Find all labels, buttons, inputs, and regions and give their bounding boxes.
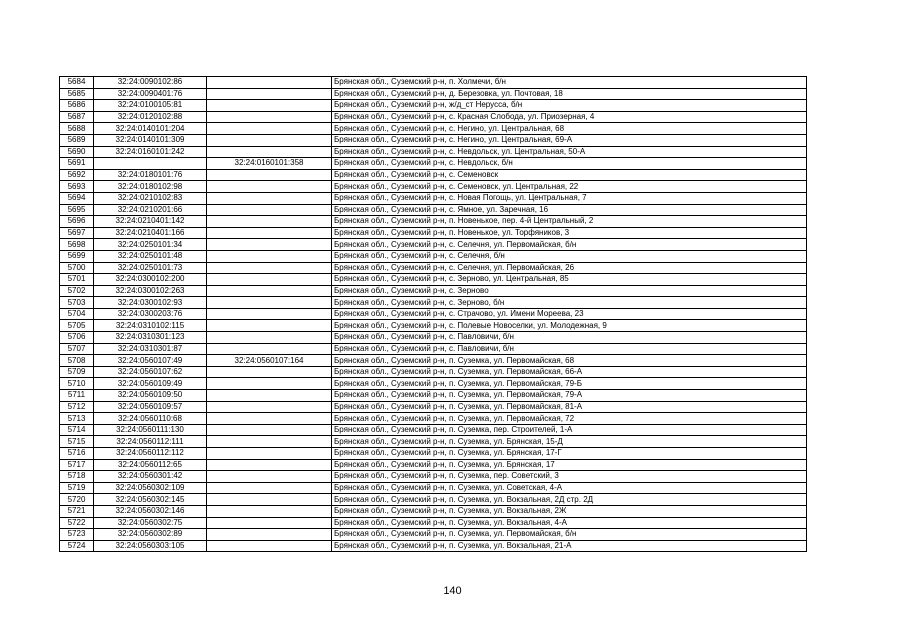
table-row	[60, 366, 807, 378]
address-cell: Брянская обл., Суземский р-н, с. Павловичи, б/н	[332, 343, 807, 355]
address-cell: Брянская обл., Суземский р-н, п. Суземка, ул. Первомайская, 81-А	[332, 401, 807, 413]
row-number-cell: 5697	[60, 227, 94, 239]
address-cell: Брянская обл., Суземский р-н, с. Зерново, ул. Центральная, 85	[332, 274, 807, 286]
linked-cadastral-number-cell	[207, 250, 332, 262]
row-number-cell: 5719	[60, 482, 94, 494]
address-cell: Брянская обл., Суземский р-н, с. Новая Погощь, ул. Центральная, 7	[332, 192, 807, 204]
table-row	[60, 227, 807, 239]
table-row	[60, 332, 807, 344]
table-row	[60, 424, 807, 436]
table-row	[60, 540, 807, 552]
row-number-cell: 5702	[60, 285, 94, 297]
row-number-cell: 5717	[60, 459, 94, 471]
table-row	[60, 378, 807, 390]
linked-cadastral-number-cell	[207, 262, 332, 274]
linked-cadastral-number-cell	[207, 239, 332, 251]
row-number-cell: 5685	[60, 88, 94, 100]
cadastral-number-cell: 32:24:0300203:76	[94, 308, 207, 320]
table-row	[60, 308, 807, 320]
parcel-table	[59, 76, 807, 552]
address-cell: Брянская обл., Суземский р-н, с. Селечня, ул. Первомайская, б/н	[332, 239, 807, 251]
row-number-cell: 5701	[60, 274, 94, 286]
cadastral-number-cell: 32:24:0140101:309	[94, 134, 207, 146]
table-row	[60, 517, 807, 529]
table-row	[60, 413, 807, 425]
address-cell: Брянская обл., Суземский р-н, п. Суземка, ул. Первомайская, 72	[332, 413, 807, 425]
linked-cadastral-number-cell	[207, 448, 332, 460]
cadastral-number-cell: 32:24:0560302:145	[94, 494, 207, 506]
linked-cadastral-number-cell	[207, 285, 332, 297]
row-number-cell: 5700	[60, 262, 94, 274]
address-cell: Брянская обл., Суземский р-н, п. Холмечи, б/н	[332, 77, 807, 89]
cadastral-number-cell: 32:24:0300102:263	[94, 285, 207, 297]
table-row	[60, 192, 807, 204]
address-cell: Брянская обл., Суземский р-н, д. Березовка, ул. Почтовая, 18	[332, 88, 807, 100]
address-cell: Брянская обл., Суземский р-н, с. Красная Слобода, ул. Приозерная, 4	[332, 111, 807, 123]
address-cell: Брянская обл., Суземский р-н, с. Зерново, б/н	[332, 297, 807, 309]
table-row	[60, 88, 807, 100]
address-cell: Брянская обл., Суземский р-н, с. Полевые Новоселки, ул. Молодежная, 9	[332, 320, 807, 332]
cadastral-number-cell: 32:24:0560302:109	[94, 482, 207, 494]
table-row	[60, 77, 807, 89]
linked-cadastral-number-cell	[207, 216, 332, 228]
linked-cadastral-number-cell	[207, 123, 332, 135]
cadastral-number-cell: 32:24:0090401:76	[94, 88, 207, 100]
address-cell: Брянская обл., Суземский р-н, п. Суземка, ул. Первомайская, 79-Б	[332, 378, 807, 390]
row-number-cell: 5692	[60, 169, 94, 181]
address-cell: Брянская обл., Суземский р-н, п. Суземка, ул. Первомайская, б/н	[332, 529, 807, 541]
table-row	[60, 262, 807, 274]
linked-cadastral-number-cell	[207, 424, 332, 436]
linked-cadastral-number-cell	[207, 529, 332, 541]
table-row	[60, 216, 807, 228]
cadastral-number-cell: 32:24:0210401:142	[94, 216, 207, 228]
table-row	[60, 390, 807, 402]
table-row	[60, 250, 807, 262]
address-cell: Брянская обл., Суземский р-н, п. Суземка, ул. Вокзальная, 4-А	[332, 517, 807, 529]
linked-cadastral-number-cell	[207, 111, 332, 123]
address-cell: Брянская обл., Суземский р-н, п. Суземка, ул. Первомайская, 68	[332, 355, 807, 367]
address-cell: Брянская обл., Суземский р-н, п. Суземка, ул. Первомайская, 66-А	[332, 366, 807, 378]
row-number-cell: 5695	[60, 204, 94, 216]
cadastral-number-cell: 32:24:0310301:87	[94, 343, 207, 355]
cadastral-number-cell: 32:24:0210401:166	[94, 227, 207, 239]
table-row	[60, 181, 807, 193]
address-cell: Брянская обл., Суземский р-н, п. Суземка, ул. Брянская, 15-Д	[332, 436, 807, 448]
row-number-cell: 5705	[60, 320, 94, 332]
cadastral-number-cell: 32:24:0560109:50	[94, 390, 207, 402]
row-number-cell: 5714	[60, 424, 94, 436]
cadastral-number-cell: 32:24:0560302:89	[94, 529, 207, 541]
parcel-table-body	[60, 77, 807, 552]
linked-cadastral-number-cell	[207, 366, 332, 378]
table-row	[60, 204, 807, 216]
row-number-cell: 5710	[60, 378, 94, 390]
cadastral-number-cell: 32:24:0100105:81	[94, 100, 207, 112]
cadastral-number-cell: 32:24:0560112:111	[94, 436, 207, 448]
cadastral-number-cell: 32:24:0250101:34	[94, 239, 207, 251]
address-cell: Брянская обл., Суземский р-н, п. Суземка, ул. Вокзальная, 2Д стр. 2Д	[332, 494, 807, 506]
table-row	[60, 320, 807, 332]
linked-cadastral-number-cell	[207, 77, 332, 89]
row-number-cell: 5686	[60, 100, 94, 112]
address-cell: Брянская обл., Суземский р-н, п. Новенькое, ул. Торфяников, 3	[332, 227, 807, 239]
address-cell: Брянская обл., Суземский р-н, п. Суземка, ул. Первомайская, 79-А	[332, 390, 807, 402]
linked-cadastral-number-cell	[207, 320, 332, 332]
address-cell: Брянская обл., Суземский р-н, п. Суземка, ул. Брянская, 17	[332, 459, 807, 471]
cadastral-number-cell: 32:24:0250101:73	[94, 262, 207, 274]
linked-cadastral-number-cell	[207, 100, 332, 112]
row-number-cell: 5706	[60, 332, 94, 344]
cadastral-number-cell: 32:24:0560112:112	[94, 448, 207, 460]
row-number-cell: 5713	[60, 413, 94, 425]
row-number-cell: 5712	[60, 401, 94, 413]
linked-cadastral-number-cell	[207, 88, 332, 100]
table-row	[60, 471, 807, 483]
cadastral-number-cell: 32:24:0560107:62	[94, 366, 207, 378]
cadastral-number-cell: 32:24:0180101:76	[94, 169, 207, 181]
linked-cadastral-number-cell	[207, 146, 332, 158]
row-number-cell: 5722	[60, 517, 94, 529]
address-cell: Брянская обл., Суземский р-н, с. Павловичи, б/н	[332, 332, 807, 344]
table-row	[60, 401, 807, 413]
linked-cadastral-number-cell	[207, 471, 332, 483]
linked-cadastral-number-cell	[207, 274, 332, 286]
row-number-cell: 5715	[60, 436, 94, 448]
table-row	[60, 274, 807, 286]
cadastral-number-cell: 32:24:0310102:115	[94, 320, 207, 332]
linked-cadastral-number-cell	[207, 494, 332, 506]
linked-cadastral-number-cell	[207, 332, 332, 344]
address-cell: Брянская обл., Суземский р-н, с. Страчово, ул. Имени Мореева, 23	[332, 308, 807, 320]
address-cell: Брянская обл., Суземский р-н, п. Суземка, пер. Советский, 3	[332, 471, 807, 483]
linked-cadastral-number-cell	[207, 169, 332, 181]
table-row	[60, 134, 807, 146]
address-cell: Брянская обл., Суземский р-н, с. Семеновск	[332, 169, 807, 181]
table-row	[60, 482, 807, 494]
row-number-cell: 5698	[60, 239, 94, 251]
table-row	[60, 343, 807, 355]
address-cell: Брянская обл., Суземский р-н, с. Зерново	[332, 285, 807, 297]
row-number-cell: 5684	[60, 77, 94, 89]
table-row	[60, 436, 807, 448]
table-row	[60, 100, 807, 112]
linked-cadastral-number-cell	[207, 390, 332, 402]
linked-cadastral-number-cell: 32:24:0160101:358	[207, 158, 332, 170]
cadastral-number-cell: 32:24:0120102:88	[94, 111, 207, 123]
row-number-cell: 5721	[60, 505, 94, 517]
linked-cadastral-number-cell	[207, 413, 332, 425]
cadastral-number-cell: 32:24:0560301:42	[94, 471, 207, 483]
address-cell: Брянская обл., Суземский р-н, п. Суземка, ул. Вокзальная, 21-А	[332, 540, 807, 552]
linked-cadastral-number-cell	[207, 459, 332, 471]
linked-cadastral-number-cell	[207, 204, 332, 216]
table-row	[60, 448, 807, 460]
cadastral-number-cell: 32:24:0140101:204	[94, 123, 207, 135]
address-cell: Брянская обл., Суземский р-н, п. Суземка, ул. Вокзальная, 2Ж	[332, 505, 807, 517]
linked-cadastral-number-cell	[207, 540, 332, 552]
row-number-cell: 5720	[60, 494, 94, 506]
table-row	[60, 494, 807, 506]
address-cell: Брянская обл., Суземский р-н, с. Невдольск, ул. Центральная, 50-А	[332, 146, 807, 158]
linked-cadastral-number-cell	[207, 297, 332, 309]
cadastral-number-cell: 32:24:0560303:105	[94, 540, 207, 552]
linked-cadastral-number-cell	[207, 181, 332, 193]
address-cell: Брянская обл., Суземский р-н, п. Новенькое, пер. 4-й Центральный, 2	[332, 216, 807, 228]
cadastral-number-cell: 32:24:0210201:66	[94, 204, 207, 216]
table-row	[60, 459, 807, 471]
row-number-cell: 5699	[60, 250, 94, 262]
row-number-cell: 5687	[60, 111, 94, 123]
cadastral-number-cell: 32:24:0300102:93	[94, 297, 207, 309]
linked-cadastral-number-cell	[207, 343, 332, 355]
table-row	[60, 146, 807, 158]
row-number-cell: 5708	[60, 355, 94, 367]
address-cell: Брянская обл., Суземский р-н, п. Суземка, пер. Строителей, 1-А	[332, 424, 807, 436]
address-cell: Брянская обл., Суземский р-н, с. Негино, ул. Центральная, 69-А	[332, 134, 807, 146]
cadastral-number-cell: 32:24:0560111:130	[94, 424, 207, 436]
row-number-cell: 5703	[60, 297, 94, 309]
table-row	[60, 239, 807, 251]
linked-cadastral-number-cell	[207, 482, 332, 494]
table-row	[60, 355, 807, 367]
row-number-cell: 5704	[60, 308, 94, 320]
cadastral-number-cell	[94, 158, 207, 170]
cadastral-number-cell: 32:24:0560112:65	[94, 459, 207, 471]
cadastral-number-cell: 32:24:0560110:68	[94, 413, 207, 425]
row-number-cell: 5709	[60, 366, 94, 378]
cadastral-number-cell: 32:24:0180102:98	[94, 181, 207, 193]
table-row	[60, 505, 807, 517]
address-cell: Брянская обл., Суземский р-н, с. Селечня, б/н	[332, 250, 807, 262]
linked-cadastral-number-cell	[207, 436, 332, 448]
linked-cadastral-number-cell: 32:24:0560107:164	[207, 355, 332, 367]
row-number-cell: 5694	[60, 192, 94, 204]
linked-cadastral-number-cell	[207, 192, 332, 204]
row-number-cell: 5691	[60, 158, 94, 170]
linked-cadastral-number-cell	[207, 134, 332, 146]
row-number-cell: 5716	[60, 448, 94, 460]
linked-cadastral-number-cell	[207, 517, 332, 529]
cadastral-number-cell: 32:24:0560302:146	[94, 505, 207, 517]
cadastral-number-cell: 32:24:0560107:49	[94, 355, 207, 367]
table-row	[60, 169, 807, 181]
linked-cadastral-number-cell	[207, 308, 332, 320]
row-number-cell: 5711	[60, 390, 94, 402]
cadastral-number-cell: 32:24:0560109:49	[94, 378, 207, 390]
cadastral-number-cell: 32:24:0560302:75	[94, 517, 207, 529]
row-number-cell: 5690	[60, 146, 94, 158]
table-row	[60, 158, 807, 170]
address-cell: Брянская обл., Суземский р-н, с. Семеновск, ул. Центральная, 22	[332, 181, 807, 193]
address-cell: Брянская обл., Суземский р-н, с. Негино, ул. Центральная, 68	[332, 123, 807, 135]
row-number-cell: 5724	[60, 540, 94, 552]
cadastral-number-cell: 32:24:0210102:83	[94, 192, 207, 204]
row-number-cell: 5696	[60, 216, 94, 228]
page-number: 140	[443, 585, 462, 597]
cadastral-number-cell: 32:24:0310301:123	[94, 332, 207, 344]
linked-cadastral-number-cell	[207, 378, 332, 390]
cadastral-number-cell: 32:24:0560109:57	[94, 401, 207, 413]
address-cell: Брянская обл., Суземский р-н, ж/д_ст Нерусса, б/н	[332, 100, 807, 112]
address-cell: Брянская обл., Суземский р-н, с. Невдольск, б/н	[332, 158, 807, 170]
row-number-cell: 5688	[60, 123, 94, 135]
cadastral-number-cell: 32:24:0160101:242	[94, 146, 207, 158]
row-number-cell: 5689	[60, 134, 94, 146]
cadastral-number-cell: 32:24:0250101:48	[94, 250, 207, 262]
linked-cadastral-number-cell	[207, 505, 332, 517]
linked-cadastral-number-cell	[207, 401, 332, 413]
table-row	[60, 297, 807, 309]
row-number-cell: 5707	[60, 343, 94, 355]
row-number-cell: 5723	[60, 529, 94, 541]
table-row	[60, 285, 807, 297]
row-number-cell: 5693	[60, 181, 94, 193]
table-row	[60, 123, 807, 135]
table-row	[60, 111, 807, 123]
linked-cadastral-number-cell	[207, 227, 332, 239]
address-cell: Брянская обл., Суземский р-н, п. Суземка, ул. Советская, 4-А	[332, 482, 807, 494]
row-number-cell: 5718	[60, 471, 94, 483]
table-row	[60, 529, 807, 541]
address-cell: Брянская обл., Суземский р-н, с. Ямное, ул. Заречная, 16	[332, 204, 807, 216]
address-cell: Брянская обл., Суземский р-н, с. Селечня, ул. Первомайская, 26	[332, 262, 807, 274]
address-cell: Брянская обл., Суземский р-н, п. Суземка, ул. Брянская, 17-Г	[332, 448, 807, 460]
cadastral-number-cell: 32:24:0090102:86	[94, 77, 207, 89]
cadastral-number-cell: 32:24:0300102:200	[94, 274, 207, 286]
